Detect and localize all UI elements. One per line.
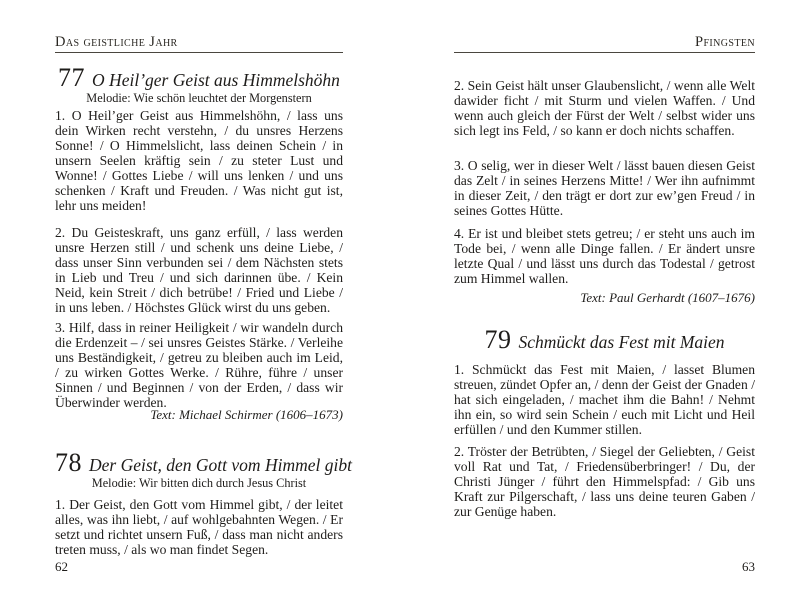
page-right (454, 0, 755, 609)
hymn-78-stanza-1: 1. Der Geist, den Gott vom Himmel gibt, / der leitet alles, was ihn liebt, / auf wohlgebahnten Wegen. / Er setzt und richtet unsern Fuß, / dass man nicht anders treten muss, / als wo man findet Segen. (55, 497, 343, 557)
hymn-78-stanza-3: 3. O selig, wer in dieser Welt / lässt bauen diesen Geist das Zelt / in seines Herzens Mitte! / Wer ihn aufnimmt in dieser Zeit, / den trägt er dort zur ew’gen Freud / in seines Gottes Hütte. (454, 158, 755, 218)
hymn-79-stanza-1: 1. Schmückt das Fest mit Maien, / lasset Blumen streuen, zündet Opfer an, / denn der Geist der Gnaden / hat sich eingeladen, / machet ihm die Bahn! / Nehmt ihn ein, so wird sein Schein / euch mit Licht und Heil erfüllen / und den Kummer stillen. (454, 362, 755, 437)
hymn-78-title: Der Geist, den Gott vom Himmel gibt (89, 455, 352, 475)
hymn-79-number: 79 (484, 325, 512, 354)
hymn-78-number: 78 (55, 448, 82, 477)
page-number-right: 63 (742, 559, 755, 574)
hymn-79-title: Schmückt das Fest mit Maien (518, 332, 725, 352)
hymn-78-stanza-4: 4. Er ist und bleibet stets getreu; / er steht uns auch im Tode bei, / wenn alle Dinge fallen. / Er ändert unsre letzte Qual / und lässt uns durch das Todestal / getrost zum Himmel wallen. (454, 226, 755, 286)
hymn-77-title: O Heil’ger Geist aus Himmelshöhn (92, 70, 340, 90)
hymn-77-melody: Melodie: Wie schön leuchtet der Morgenstern (86, 91, 312, 105)
hymn-78-melody: Melodie: Wir bitten dich durch Jesus Christ (91, 476, 307, 490)
header-rule-left (55, 52, 343, 53)
hymn-78-attribution: Text: Paul Gerhardt (1607–1676) (580, 290, 755, 305)
header-rule-right (454, 52, 755, 53)
running-head-left: Das geistliche Jahr (55, 34, 178, 50)
hymn-79-stanza-2: 2. Tröster der Betrübten, / Siegel der Geliebten, / Geist voll Rat und Tat, / Friedensüberbringer! / Du, der Christi Jünger / führt den Himmelspfad: / Gib uns Kraft zur Pilgerschaft, / lass uns deine teuren Gaben / zur Genüge haben. (454, 444, 755, 519)
running-head-right: Pfingsten (695, 34, 755, 50)
hymn-77-stanza-3: 3. Hilf, dass in reiner Heiligkeit / wir wandeln durch die Erdenzeit – / sei unsres Geistes Stärke. / Verleihe uns Beständigkeit, / getreu zu bleiben auch im Leid, / zu wirken Gottes Werke. / Rühre, führe / unser Sinnen / und Beginnen / von der Erden, / dass wir Überwinder werden. (55, 320, 343, 410)
hymn-79-heading (454, 327, 755, 357)
hymn-77-number: 77 (58, 63, 86, 92)
hymn-77-stanza-1: 1. O Heil’ger Geist aus Himmelshöhn, / lass uns dein Wirken recht verstehn, / du unsres Herzens Sonne! / O Himmelslicht, lass deinen Schein / in unsern Seelen kräftig sein / zu steter Lust und Wonne! / Gottes Liebe / will uns lenken / und uns schenken / Kraft und Freuden. / Was nicht gut ist, lehr uns meiden! (55, 108, 343, 213)
hymn-78-stanza-2: 2. Sein Geist hält unser Glaubenslicht, / wenn alle Welt dawider ficht / mit Sturm und vielen Waffen. / Und wenn auch gleich der Fürst der Welt / selbst wider uns sich legt ins Feld, / so kann er doch nichts schaffen. (454, 78, 755, 138)
hymn-77-attribution: Text: Michael Schirmer (1606–1673) (150, 407, 343, 422)
hymn-77-stanza-2: 2. Du Geisteskraft, uns ganz erfüll, / lass werden unsre Herzen still / und schenk uns deine Liebe, / dass unser Sinn verbunden sei / dem Nächsten stets in Lieb und Treu / und sich darinnen übe. / Kein Neid, kein Streit / dich betrübe! / Fried und Liebe / in uns leben. / Höchstes Glück wirst du uns geben. (55, 225, 343, 315)
page-left (55, 0, 352, 609)
page-number-left: 62 (55, 559, 68, 574)
